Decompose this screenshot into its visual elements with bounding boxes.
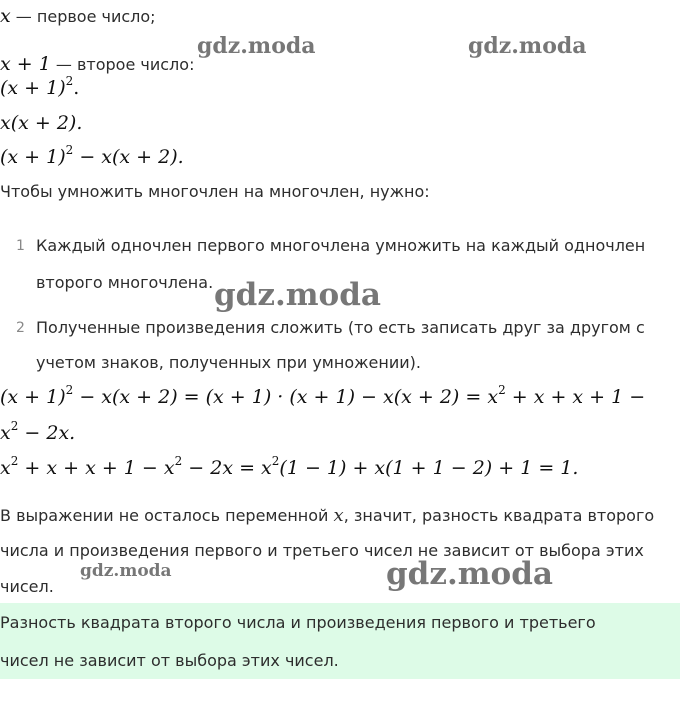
diff-exp: 2 [65,143,74,157]
second-number-label: — второе число: [50,55,195,74]
line-first-number [0,5,156,27]
eq2-exp: 2 [174,454,183,468]
var-x-plus-1: x + 1 [0,53,51,75]
line-product [0,112,82,134]
diff-rest: − x(x + 2). [73,146,184,168]
eq1-part: (x + 1) [0,386,66,408]
list-text: Каждый одночлен первого многочлена умножить на каждый одночлен [36,236,646,255]
line-difference [0,143,184,168]
conclusion-var: x [333,505,344,526]
var-x: x [0,5,11,27]
eq1-exp: 2 [65,383,74,397]
product-expr: x(x + 2). [0,112,83,134]
eq2-part: (1 − 1) + x(1 + 1 − 2) + 1 = 1. [279,457,579,479]
watermark: gdz.moda [468,33,587,59]
conclusion-line [0,505,654,526]
list-number: 1 [16,238,25,254]
equation-simplified [0,454,579,479]
list-text: второго многочлена. [36,273,214,292]
square-exp: 2 [65,74,74,88]
square-base: (x + 1) [0,77,66,99]
conclusion-text: В выражении не осталось переменной [0,506,334,525]
watermark: gdz.moda [80,561,172,581]
equation-expansion [0,383,646,408]
eq1-part: x [0,422,11,444]
rule-intro: Чтобы умножить многочлен на многочлен, нужно: [0,182,430,201]
answer-line: Разность квадрата второго числа и произведения первого и третьего [0,613,596,632]
conclusion-line: числа и произведения первого и третьего чисел не зависит от выбора этих [0,541,644,560]
line-square [0,74,80,99]
eq1-exp: 2 [498,383,506,397]
eq1-part: + x + x + 1 − [505,386,646,408]
eq1-exp: 2 [10,419,19,433]
line-second-number [0,53,194,75]
eq1-part: − x(x + 2) = (x + 1) · (x + 1) − x(x + 2) = x [73,386,499,408]
watermark: gdz.moda [197,33,316,59]
watermark: gdz.moda [386,556,553,592]
conclusion-line: чисел. [0,577,54,596]
conclusion-text: , значит, разность квадрата второго [343,506,655,525]
eq2-part: + x + x + 1 − x [18,457,175,479]
list-number: 2 [16,320,25,336]
diff-base: (x + 1) [0,146,66,168]
eq2-exp: 2 [271,454,280,468]
eq2-part: x [0,457,11,479]
eq2-part: − 2x = x [182,457,272,479]
answer-box [0,603,680,679]
first-number-label: — первое число; [10,7,156,26]
watermark: gdz.moda [214,277,381,313]
equation-expansion-cont [0,419,76,444]
answer-line: чисел не зависит от выбора этих чисел. [0,651,339,670]
square-end: . [73,77,80,99]
eq1-part: − 2x. [18,422,76,444]
list-text: Полученные произведения сложить (то есть записать друг за другом с [36,318,645,337]
list-text: учетом знаков, полученных при умножении). [36,353,421,372]
eq2-exp: 2 [10,454,19,468]
